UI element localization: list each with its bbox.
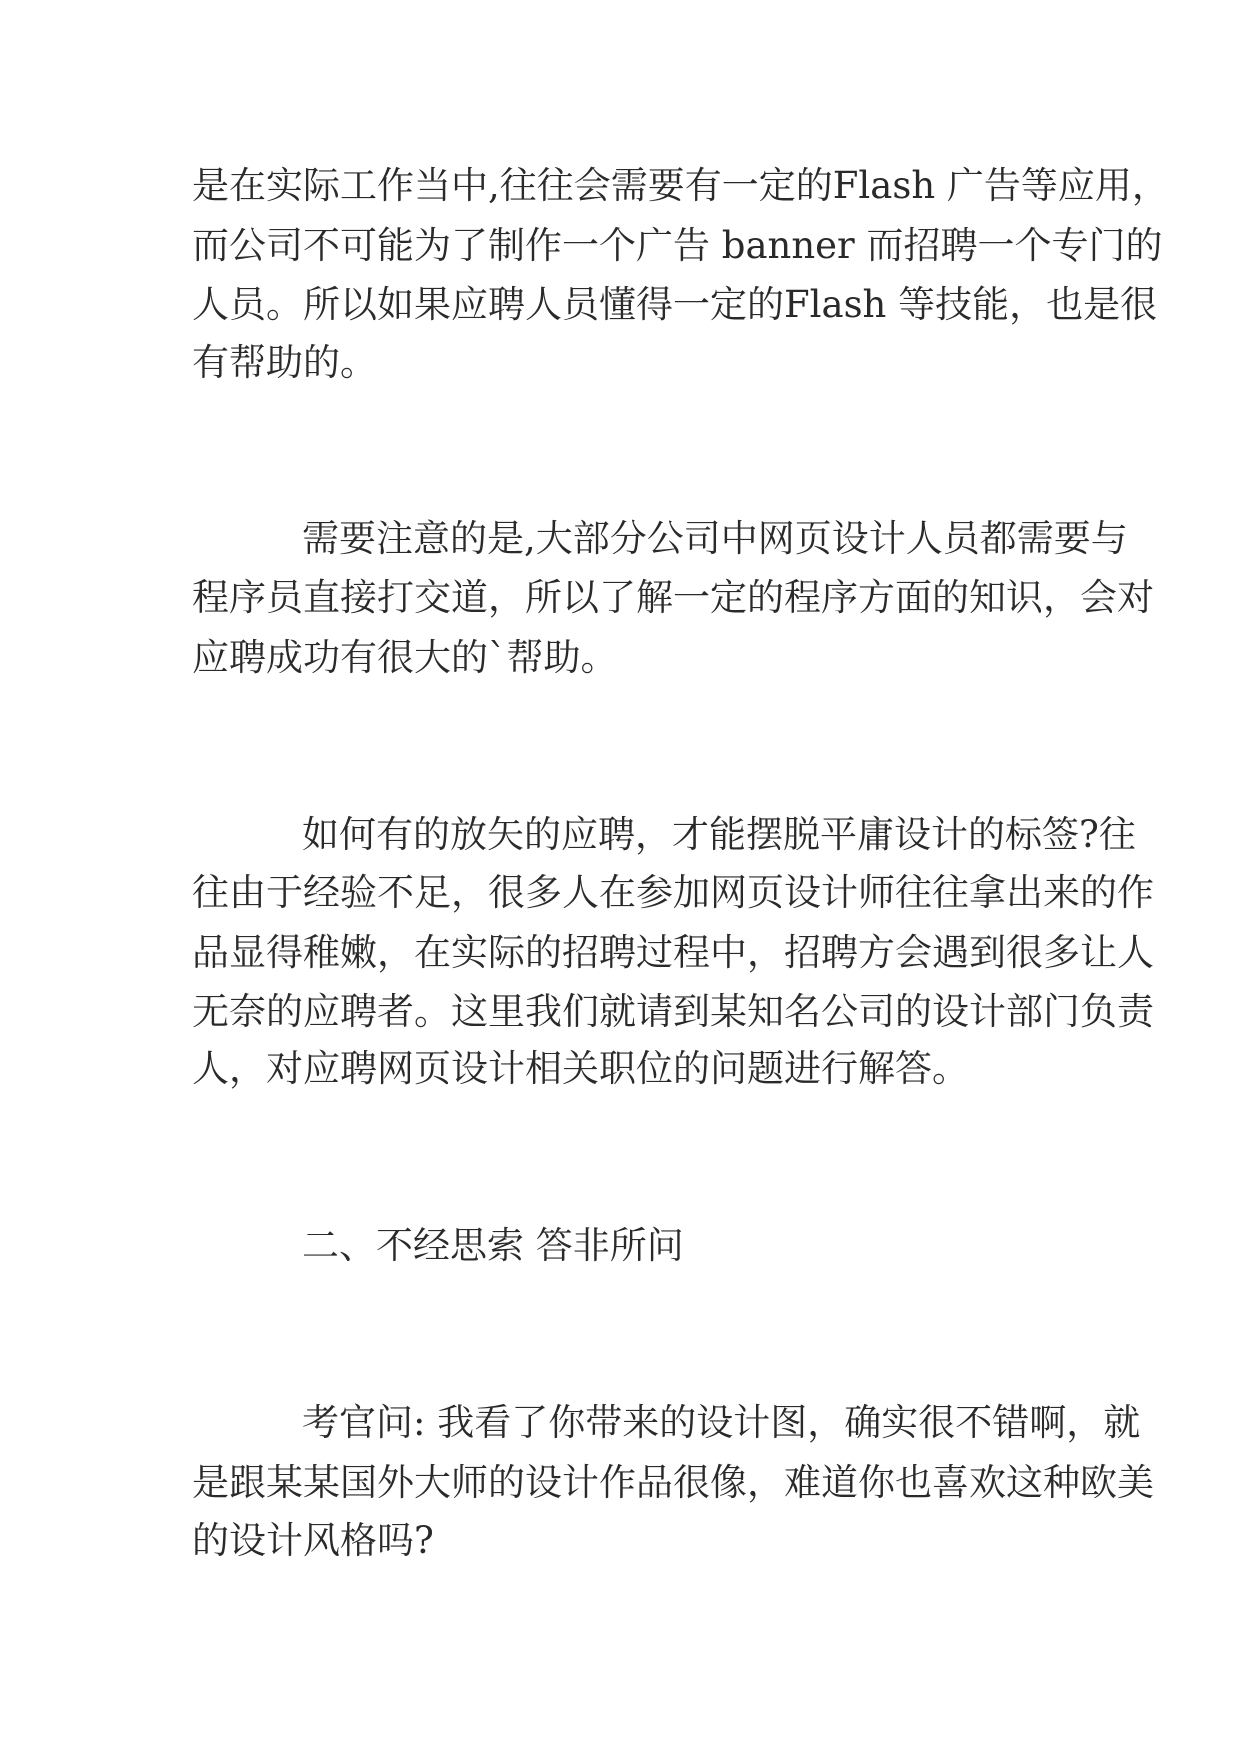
paragraph-line: 的设计风格吗? — [192, 1519, 434, 1562]
paragraph-line: 人员。所以如果应聘人员懂得一定的Flash 等技能，也是很 — [192, 283, 1158, 326]
paragraph-line: 如何有的放矢的应聘，才能摆脱平庸设计的标签?往 — [302, 813, 1136, 856]
paragraph-line: 而公司不可能为了制作一个广告 banner 而招聘一个专门的 — [192, 224, 1163, 267]
paragraph-line: 需要注意的是,大部分公司中网页设计人员都需要与 — [302, 517, 1128, 560]
paragraph-line: 考官问: 我看了你带来的设计图，确实很不错啊，就 — [302, 1401, 1141, 1444]
paragraph-line: 品显得稚嫩，在实际的招聘过程中，招聘方会遇到很多让人 — [192, 931, 1154, 974]
paragraph-line: 往由于经验不足，很多人在参加网页设计师往往拿出来的作 — [192, 871, 1154, 914]
paragraph-line: 是在实际工作当中,往往会需要有一定的Flash 广告等应用， — [192, 164, 1169, 207]
paragraph-line: 是跟某某国外大师的设计作品很像，难道你也喜欢这种欧美 — [192, 1461, 1154, 1504]
paragraph-line: 有帮助的。 — [192, 341, 377, 384]
paragraph-line: 人，对应聘网页设计相关职位的问题进行解答。 — [192, 1047, 969, 1090]
paragraph-line: 无奈的应聘者。这里我们就请到某知名公司的设计部门负责 — [192, 990, 1154, 1033]
paragraph-line: 程序员直接打交道，所以了解一定的程序方面的知识，会对 — [192, 576, 1154, 619]
section-heading: 二、不经思索 答非所问 — [302, 1224, 684, 1267]
paragraph-line: 应聘成功有很大的`帮助。 — [192, 636, 618, 679]
